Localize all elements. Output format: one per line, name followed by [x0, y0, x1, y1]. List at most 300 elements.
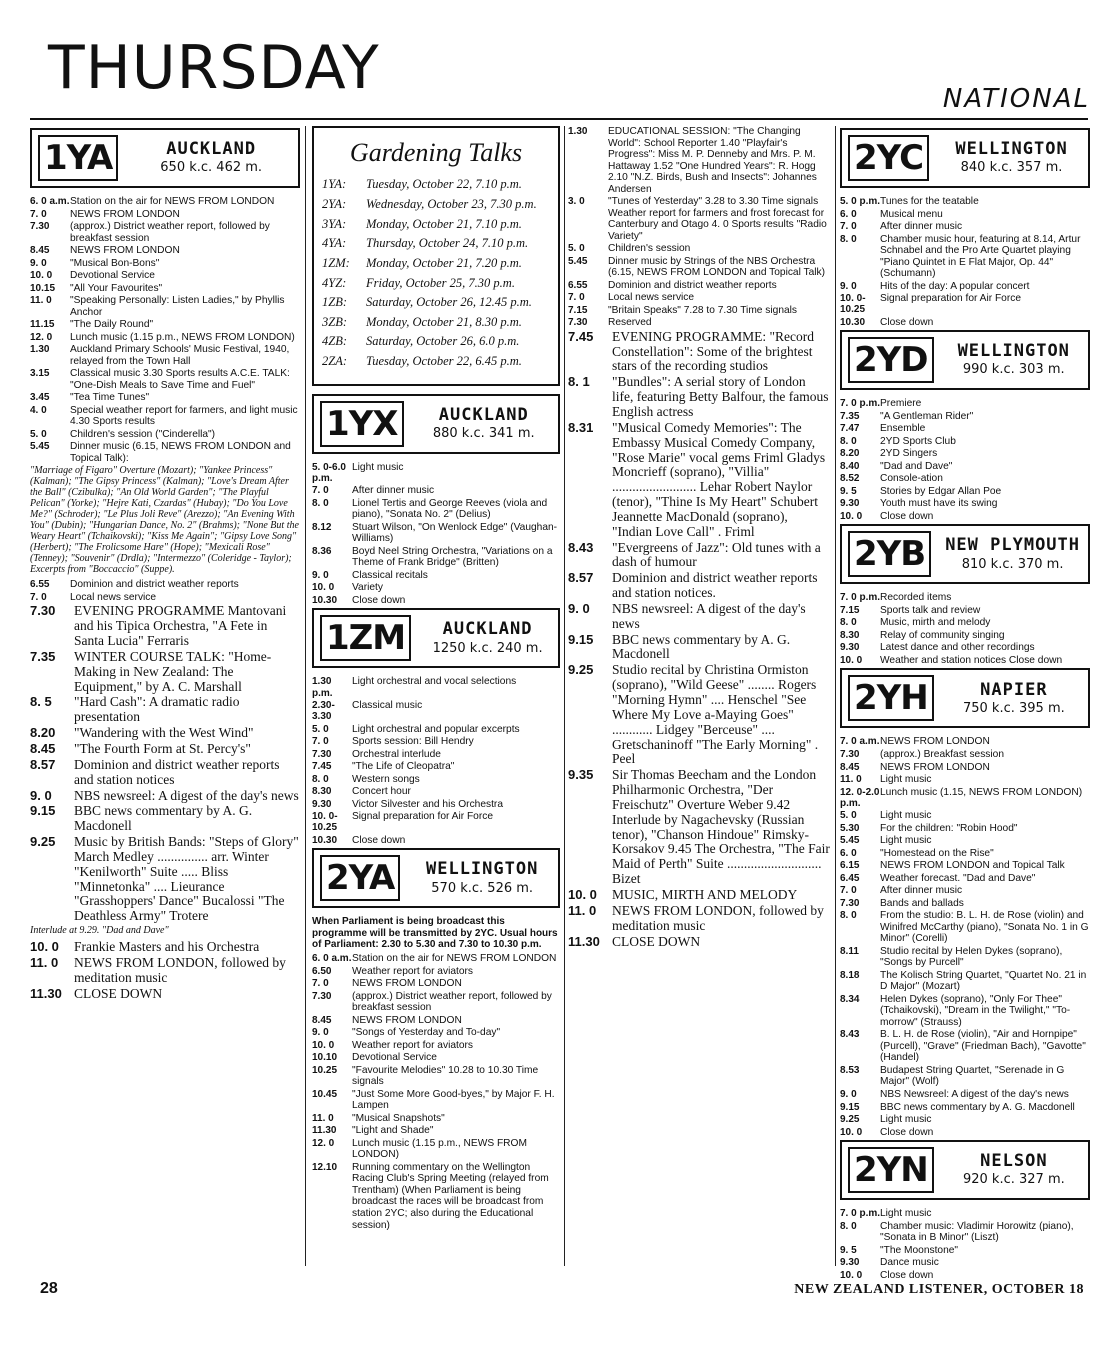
- entry-time: 6.55: [568, 279, 588, 291]
- entry-time: 7.30: [312, 748, 332, 760]
- entry-time: 5. 0: [568, 243, 585, 255]
- entry-time: 11.30: [568, 933, 600, 949]
- entry-description: Lunch music (1.15 p.m., NEWS FROM LONDON): [70, 331, 295, 343]
- entry-description: NEWS FROM LONDON: [70, 245, 180, 257]
- station-name: NAPIER: [980, 679, 1048, 700]
- entry-time: 8.45: [30, 245, 50, 257]
- entry-description: "Musical Snapshots": [352, 1112, 445, 1124]
- entry-description: CLOSE DOWN: [74, 985, 163, 1001]
- entry-time: 7.30: [312, 990, 332, 1002]
- entry-time: 7. 0 p.m.: [840, 1208, 881, 1220]
- schedule-entry: [840, 762, 1090, 774]
- entry-description: Light music: [352, 461, 404, 473]
- station-header-2yh: [840, 668, 1090, 728]
- entry-time: 8.31: [568, 419, 594, 435]
- entry-time: 7.15: [840, 604, 860, 616]
- schedule-entry: [30, 245, 300, 257]
- entry-time: 7. 0: [30, 591, 47, 603]
- station-logo: 2YB: [848, 531, 931, 577]
- entry-time: 7. 0 p.m.: [840, 592, 881, 604]
- schedule-entry: [840, 617, 1090, 629]
- entry-description: Sir Thomas Beecham and the London Philharmonic Orchestra, "Der Freischutz" Overture Weber 9.42 Interlude by Nagachevsky (Russian tenor), "Chanson Hindoue" Rimsky-Korsakov 9.45 The Orchestra, "The Fair Maid of Perth" Suite ............................ Bizet: [612, 767, 830, 887]
- entry-description: Classical recitals: [352, 569, 428, 581]
- entry-description: EVENING PROGRAMME Mantovani and his Tipica Orchestra, "A Fete in Santa Lucia" Ferraris: [74, 603, 287, 649]
- schedule-entry: [312, 1125, 560, 1137]
- entry-description: Bands and ballads: [880, 897, 964, 909]
- entry-description: Concert hour: [352, 786, 411, 798]
- schedule-entry: [840, 1257, 1090, 1269]
- entry-time: 7.15: [568, 304, 588, 316]
- entry-description: "Favourite Melodies" 10.28 to 10.30 Time signals: [352, 1064, 539, 1088]
- entry-description: Special weather report for farmers, and light music 4.30 Sports results: [70, 404, 298, 428]
- entry-time: 10. 0: [840, 654, 863, 666]
- entry-description: Close down: [880, 510, 934, 522]
- schedule-entry: [312, 700, 560, 723]
- station-logo: 2YA: [320, 855, 400, 901]
- entry-time: 11. 0: [840, 774, 862, 786]
- schedule-entry: [568, 256, 830, 279]
- entry-time: 9.15: [30, 803, 56, 819]
- entry-description: NEWS FROM LONDON, followed by meditation music: [74, 954, 286, 985]
- schedule-entry: [312, 1138, 560, 1161]
- station-name: NELSON: [980, 1151, 1048, 1172]
- entry-description: "Dad and Dave": [880, 460, 953, 472]
- schedule-entry: [312, 1162, 560, 1231]
- entry-description: "The Fourth Form at St. Percy's": [74, 740, 251, 756]
- entry-time: 8.30: [312, 786, 332, 798]
- page-day-title: THURSDAY: [48, 33, 380, 103]
- station-name: AUCKLAND: [438, 404, 529, 425]
- entry-time: 7. 0: [312, 978, 329, 990]
- schedule-entry: [30, 392, 300, 404]
- schedule-entry: [840, 1114, 1090, 1126]
- schedule-list: [30, 196, 300, 464]
- entry-description: NEWS FROM LONDON: [352, 978, 462, 990]
- gardening-station: 4YZ:: [322, 275, 347, 290]
- schedule-entry: [312, 978, 560, 990]
- schedule-list: [840, 592, 1090, 666]
- entry-time: 5. 0: [30, 428, 47, 440]
- station-header-2yn: [840, 1140, 1090, 1200]
- entry-time: 9. 0: [840, 280, 857, 292]
- entry-description: For the children: "Robin Hood": [880, 822, 1018, 834]
- schedule-entry: [312, 953, 560, 965]
- schedule-entry: [30, 332, 300, 344]
- entry-time: 8.43: [840, 1029, 860, 1041]
- entry-description: Dance music: [880, 1257, 939, 1269]
- entry-time: 8.52: [840, 473, 860, 485]
- entry-description: B. L. H. de Rose (violin), "Air and Hornpipe" (Purcell), "Grave" (Friedman Bach), "Gavotte" (Handel): [880, 1029, 1086, 1064]
- station-name: AUCKLAND: [442, 619, 533, 640]
- entry-description: Dominion and district weather reports: [608, 279, 777, 291]
- schedule-entry: [30, 429, 300, 441]
- schedule-entry: [30, 270, 300, 282]
- column-3: [568, 126, 830, 950]
- station-logo: 1YA: [38, 135, 118, 181]
- entry-time: 12. 0: [312, 1137, 335, 1149]
- schedule-entry: [840, 774, 1090, 786]
- schedule-entry: [30, 835, 300, 924]
- entry-time: 8.57: [568, 570, 594, 586]
- entry-time: 9. 5: [840, 485, 857, 497]
- schedule-entry: [840, 196, 1090, 208]
- entry-time: 6.15: [840, 860, 860, 872]
- station-logo: 1YX: [320, 401, 404, 447]
- schedule-entry: [840, 1208, 1090, 1220]
- station-frequency: 570 k.c. 526 m.: [431, 880, 534, 896]
- entry-time: 6. 0: [840, 208, 857, 220]
- station-name: AUCKLAND: [166, 139, 257, 160]
- gardening-time: Wednesday, October 23, 7.30 p.m.: [366, 197, 537, 211]
- station-frequency: 1250 k.c. 240 m.: [432, 640, 543, 656]
- gardening-talk-row: [322, 315, 550, 331]
- entry-time: 6.45: [840, 872, 860, 884]
- station-header-2yd: [840, 330, 1090, 390]
- entry-description: Light music: [880, 835, 932, 847]
- entry-description: (approx.) District weather report, followed by breakfast session: [352, 990, 552, 1014]
- gardening-time: Monday, October 21, 8.30 p.m.: [366, 314, 522, 329]
- entry-time: 9. 0: [568, 600, 590, 616]
- entry-description: "The Daily Round": [70, 319, 154, 331]
- entry-time: 9. 0: [312, 569, 329, 581]
- entry-time: 11. 0: [30, 295, 52, 307]
- entry-time: 7.45: [568, 328, 594, 344]
- entry-description: Console-ation: [880, 473, 943, 485]
- entry-description: NEWS FROM LONDON: [880, 761, 990, 773]
- column-2: [312, 126, 560, 1232]
- entry-time: 6. 0: [840, 847, 857, 859]
- entry-description: Helen Dykes (soprano), "Only For Thee" (Tchaikovski), "Dream in the Twilight," "To-morrow" (Strauss): [880, 993, 1071, 1028]
- gardening-time: Saturday, October 26, 6.0 p.m.: [366, 334, 520, 349]
- entry-time: 8.57: [30, 756, 56, 772]
- station-frequency: 880 k.c. 341 m.: [432, 425, 535, 441]
- entry-time: 10. 0: [840, 1269, 863, 1281]
- gardening-time: Tuesday, October 22, 6.45 p.m.: [366, 354, 522, 368]
- entry-description: Chamber music hour, featuring at 8.14, Artur Schnabel and the Pro Arte Quartet playing "Piano Quintet in E Flat Major, Op. 44" (Schumann): [880, 233, 1081, 280]
- entry-time: 11. 0: [30, 954, 59, 970]
- schedule-entry: [840, 448, 1090, 460]
- schedule-entry: [312, 749, 560, 761]
- entry-description: Dinner music (6.15, NEWS FROM LONDON and Topical Talk):: [70, 441, 291, 464]
- gardening-station: 2ZA:: [322, 354, 347, 368]
- entry-description: Western songs: [352, 773, 420, 785]
- schedule-entry: [30, 405, 300, 428]
- entry-description: Dominion and district weather reports: [70, 579, 239, 591]
- schedule-entry: [840, 848, 1090, 860]
- schedule-entry: [312, 1052, 560, 1064]
- schedule-entry: [840, 234, 1090, 280]
- schedule-entry: [312, 835, 560, 847]
- entry-description: Weather report for aviators: [352, 1039, 473, 1051]
- entry-description: Variety: [352, 582, 383, 594]
- schedule-entry: [840, 1245, 1090, 1257]
- entry-time: 10.10: [312, 1052, 338, 1064]
- entry-description: Light music: [880, 774, 932, 786]
- schedule-entry: [312, 595, 560, 607]
- entry-time: 9.30: [840, 1257, 860, 1269]
- entry-description: Station on the air for NEWS FROM LONDON: [70, 196, 275, 207]
- entry-description: BBC news commentary by A. G. Macdonell: [612, 631, 791, 662]
- entry-time: 7.47: [840, 423, 860, 435]
- gardening-talk-row: [322, 334, 550, 350]
- entry-description: "Tunes of Yesterday" 3.28 to 3.30 Time signals Weather report for farmers and frost forecast for Canterbury and Otago 4. 0 Sports results "Radio Variety": [608, 196, 827, 242]
- entry-time: 8.20: [840, 448, 860, 460]
- entry-time: 8. 0: [840, 1220, 857, 1232]
- schedule-entry: [30, 695, 300, 725]
- schedule-entry: [312, 582, 560, 594]
- entry-time: 8.11: [840, 945, 859, 957]
- schedule-entry: [568, 375, 830, 420]
- schedule-entry: [568, 126, 830, 195]
- entry-time: 5.45: [568, 255, 588, 267]
- schedule-entry: [312, 811, 560, 834]
- entry-description: Lunch music (1.15, NEWS FROM LONDON): [880, 786, 1083, 798]
- entry-description: From the studio: B. L. H. de Rose (violin) and Winifred McCarthy (piano), "Sonata No. 1 in G Minor" (Corelli): [880, 910, 1089, 945]
- entry-time: 1.30: [30, 344, 50, 356]
- schedule-entry: [840, 1270, 1090, 1282]
- schedule-entry: [312, 1040, 560, 1052]
- gardening-talk-row: [322, 354, 550, 370]
- station-name: WELLINGTON: [425, 859, 539, 880]
- station-frequency: 840 k.c. 357 m.: [960, 160, 1063, 176]
- entry-description: Lionel Tertis and George Reeves (viola and piano), "Sonata No. 2" (Delius): [352, 497, 548, 521]
- entry-time: 9.30: [840, 642, 860, 654]
- schedule-entry: [30, 650, 300, 695]
- entry-description: Close down: [352, 834, 406, 846]
- entry-description: "All Your Favourites": [70, 282, 163, 294]
- schedule-entry: [840, 1221, 1090, 1244]
- entry-description: Premiere: [880, 398, 922, 410]
- entry-time: 10. 0: [312, 1039, 335, 1051]
- entry-description: (approx.) District weather report, followed by breakfast session: [70, 221, 270, 244]
- entry-time: 8. 0: [840, 910, 857, 922]
- entry-description: Children's session ("Cinderella"): [70, 428, 216, 440]
- entry-description: "A Gentleman Rider": [880, 410, 974, 422]
- station-name: WELLINGTON: [955, 139, 1068, 160]
- page-number: 28: [40, 1280, 58, 1297]
- schedule-entry: [840, 1029, 1090, 1064]
- entry-time: 6.50: [312, 965, 332, 977]
- entry-description: "Evergreens of Jazz": Old tunes with a dash of humour: [612, 539, 821, 570]
- gardening-station: 3YA:: [322, 216, 347, 231]
- schedule-entry: [568, 421, 830, 540]
- entry-description: Signal preparation for Air Force: [880, 293, 1021, 305]
- entry-time: 7.30: [568, 317, 588, 329]
- evening-programme: [568, 330, 830, 950]
- schedule-entry: [30, 209, 300, 221]
- schedule-entry: [840, 461, 1090, 473]
- schedule-entry: [312, 546, 560, 569]
- station-frequency: 650 k.c. 462 m.: [160, 160, 263, 176]
- schedule-entry: [30, 368, 300, 391]
- entry-description: After dinner music: [880, 885, 963, 897]
- gardening-talks-box: [312, 126, 560, 386]
- gardening-talk-row: [322, 177, 550, 193]
- entry-description: CLOSE DOWN: [612, 933, 701, 949]
- schedule-entry: [840, 910, 1090, 945]
- entry-description: Recorded items: [880, 592, 952, 604]
- schedule-entry: [312, 1089, 560, 1112]
- schedule-entry: [568, 196, 830, 242]
- schedule-entry: [312, 1065, 560, 1088]
- entry-description: Children's session: [608, 243, 691, 255]
- schedule-entry: [30, 344, 300, 367]
- schedule-entry: [30, 295, 300, 318]
- entry-description: 2YD Singers: [880, 448, 938, 460]
- entry-time: 6. 0 a.m.: [312, 953, 352, 965]
- entry-time: 12. 0: [30, 331, 53, 343]
- entry-time: 7.35: [840, 410, 860, 422]
- station-frequency: 920 k.c. 327 m.: [962, 1172, 1065, 1188]
- entry-time: 10. 0: [568, 886, 597, 902]
- schedule-entry: [30, 196, 300, 208]
- entry-description: Local news service: [608, 292, 695, 304]
- schedule-entry: [568, 571, 830, 601]
- schedule-entry: [840, 1065, 1090, 1088]
- top-rule: [30, 118, 1088, 120]
- entry-time: 7. 0 p.m.: [840, 398, 881, 410]
- entry-time: 8. 0: [312, 497, 329, 509]
- entry-description: NEWS FROM LONDON: [880, 736, 990, 748]
- schedule-entry: [840, 411, 1090, 423]
- entry-description: After dinner music: [880, 221, 963, 233]
- gardening-station: 1ZM:: [322, 255, 350, 270]
- entry-description: Studio recital by Christina Ormiston (soprano), "Wild Geese" ........ Rogers "Morning Hymn" .... Henschel "See Where My Love a-Maying Goes" ............ Lidgey "Berceuse" .... Gretschaninoff "The Early Morning" . Peel: [612, 662, 819, 767]
- entry-time: 5. 0-6.0 p.m.: [312, 461, 346, 484]
- schedule-entry: [568, 663, 830, 767]
- entry-description: Sports session: Bill Hendry: [352, 736, 474, 748]
- schedule-list: [312, 676, 560, 846]
- schedule-entry: [840, 946, 1090, 969]
- schedule-entry: [840, 486, 1090, 498]
- schedule-entry: [30, 804, 300, 834]
- entry-time: 11.30: [30, 985, 62, 1001]
- entry-description: Weather and station notices Close down: [880, 654, 1063, 666]
- entry-description: Close down: [880, 1126, 934, 1138]
- entry-description: Boyd Neel String Orchestra, "Variations on a Theme of Frank Bridge" (Britten): [352, 545, 553, 569]
- schedule-entry: [312, 462, 560, 485]
- schedule-entry: [840, 630, 1090, 642]
- schedule-entry: [30, 726, 300, 741]
- gardening-time: Tuesday, October 22, 7.10 p.m.: [366, 177, 522, 192]
- entry-time: 10. 0-10.25: [840, 293, 866, 316]
- entry-description: "Light and Shade": [352, 1125, 434, 1137]
- entry-time: 11. 0: [312, 1112, 334, 1124]
- schedule-entry: [840, 994, 1090, 1029]
- gardening-time: Monday, October 21, 7.10 p.m.: [366, 216, 522, 231]
- station-name: NEW PLYMOUTH: [945, 535, 1081, 556]
- entry-description: Dinner music by Strings of the NBS Orchestra (6.15, NEWS FROM LONDON and Topical Talk): [608, 255, 826, 279]
- entry-time: 1.30: [568, 126, 588, 137]
- entry-time: 7.30: [30, 221, 50, 233]
- entry-time: 7. 0: [840, 221, 857, 233]
- schedule-entry: [840, 749, 1090, 761]
- station-frequency: 810 k.c. 370 m.: [961, 556, 1064, 572]
- gardening-talks-title: Gardening Talks: [349, 138, 523, 167]
- entry-time: 12. 0-2.0 p.m.: [840, 786, 880, 809]
- schedule-list: [312, 462, 560, 607]
- schedule-entry: [568, 633, 830, 663]
- interlude-note: Interlude at 9.29. "Dad and Dave": [30, 925, 169, 937]
- schedule-entry: [568, 317, 830, 329]
- schedule-entry: [840, 835, 1090, 847]
- entry-description: Lunch music (1.15 p.m., NEWS FROM LONDON): [352, 1137, 527, 1161]
- entry-time: 8.45: [30, 740, 56, 756]
- entry-description: Stuart Wilson, "On Wenlock Edge" (Vaughan-Williams): [352, 521, 558, 545]
- entry-time: 10.30: [312, 594, 338, 606]
- station-header-2ya: [312, 848, 560, 908]
- entry-description: "Hard Cash": A dramatic radio presentation: [74, 694, 240, 725]
- entry-time: 8.45: [312, 1014, 332, 1026]
- schedule-entry: [840, 810, 1090, 822]
- schedule-list: [312, 953, 560, 1231]
- entry-description: Weather report for aviators: [352, 965, 473, 977]
- entry-time: 10.15: [30, 282, 56, 294]
- gardening-station: 2YA:: [322, 197, 347, 211]
- station-name: WELLINGTON: [957, 341, 1070, 362]
- entry-description: Budapest String Quartet, "Serenade in G Major" (Wolf): [880, 1064, 1065, 1088]
- entry-description: Frankie Masters and his Orchestra: [74, 939, 260, 955]
- schedule-entry: [840, 898, 1090, 910]
- entry-time: 9.25: [30, 834, 56, 850]
- gardening-talk-row: [322, 236, 550, 252]
- schedule-entry: [568, 305, 830, 317]
- station-logo: 2YH: [848, 675, 934, 721]
- gardening-station: 4ZB:: [322, 334, 347, 349]
- gardening-talk-row: [322, 276, 550, 292]
- entry-description: Music, mirth and melody: [880, 617, 991, 629]
- entry-description: Classical music 3.30 Sports results A.C.E. TALK: "One-Dish Meals to Save Time and Fuel": [70, 368, 290, 391]
- gardening-station: 4YA:: [322, 236, 347, 251]
- schedule-entry: [312, 522, 560, 545]
- schedule-entry: [840, 293, 1090, 316]
- schedule-entry: [840, 1089, 1090, 1101]
- entry-description: Stories by Edgar Allan Poe: [880, 485, 1002, 497]
- schedule-entry: [30, 987, 300, 1002]
- entry-time: 3. 0: [568, 196, 585, 208]
- entry-time: 10.30: [840, 316, 866, 328]
- entry-time: 9. 5: [840, 1244, 857, 1256]
- gardening-time: Friday, October 25, 7.30 p.m.: [366, 275, 515, 290]
- entry-time: 8. 0: [840, 617, 857, 629]
- publication-line: NEW ZEALAND LISTENER, OCTOBER 18: [794, 1282, 1084, 1297]
- entry-time: 8. 1: [568, 374, 590, 390]
- schedule-entry: [840, 498, 1090, 510]
- entry-time: 7. 0: [312, 736, 329, 748]
- entry-time: 8.36: [312, 545, 332, 557]
- entry-time: 6.55: [30, 579, 50, 591]
- entry-description: After dinner music: [352, 485, 435, 497]
- schedule-entry: [30, 789, 300, 804]
- entry-description: NBS newsreel: A digest of the day's news: [74, 787, 299, 803]
- station-logo: 2YN: [848, 1147, 934, 1193]
- station-logo: 2YD: [848, 337, 934, 383]
- entry-description: "Homestead on the Rise": [880, 847, 994, 859]
- column-1: [30, 126, 300, 1002]
- entry-time: 5.30: [840, 822, 860, 834]
- entry-time: 10. 0-10.25: [312, 811, 338, 834]
- schedule-entry: [30, 579, 300, 591]
- schedule-entry: [840, 970, 1090, 993]
- entry-time: 5.45: [30, 441, 50, 453]
- entry-description: "Britain Speaks" 7.28 to 7.30 Time signals: [608, 304, 798, 316]
- entry-time: 5. 0: [840, 810, 857, 822]
- station-header-2yc: [840, 128, 1090, 188]
- schedule-entry: [312, 724, 560, 736]
- entry-description: Light orchestral and popular excerpts: [352, 723, 520, 735]
- station-header-1yx: [312, 394, 560, 454]
- schedule-entry: [30, 319, 300, 331]
